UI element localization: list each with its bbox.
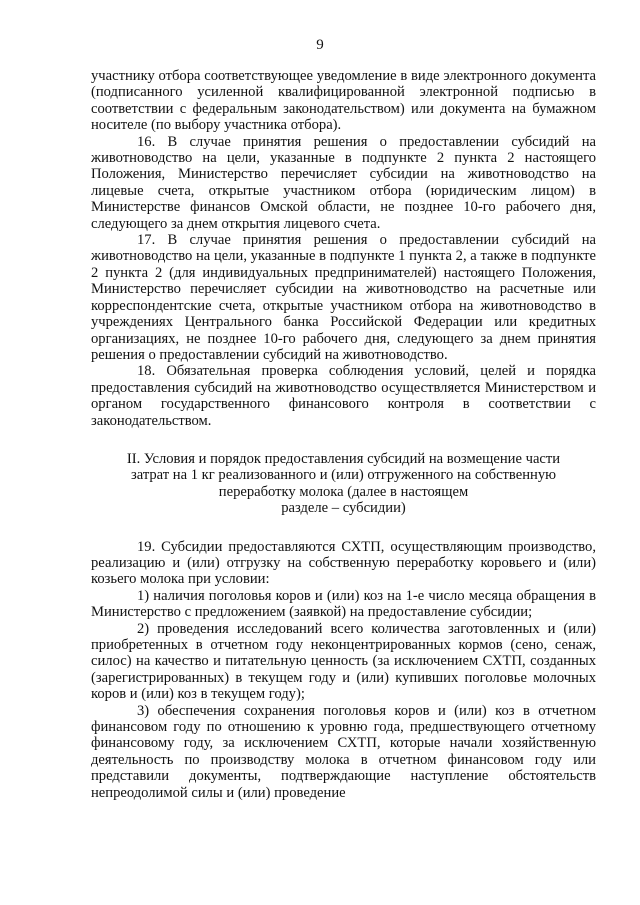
list-item: 1) наличия поголовья коров и (или) коз на 1-е число месяца обращения в Министерство с предложением (заявкой) на предоставление субсидии; — [91, 587, 596, 621]
list-item: 3) обеспечения сохранения поголовья коров и (или) коз в отчетном финансовом году по отношению к уровню года, предшествующего отчетному финансовому году, за исключением СХТП, которые начали хозяйственную деятельность по производству молока в отчетном финансовом году или представили документы, подтверждающие наступление обстоятельств непреодолимой силы и (или) проведение — [91, 702, 596, 801]
paragraph-19: 19. Субсидии предоставляются СХТП, осуществляющим производство, реализацию и (или) отгрузку на собственную переработку коровьего и (или) козьего молока при условии: — [91, 538, 596, 588]
document-body — [91, 68, 596, 801]
paragraph-16: 16. В случае принятия решения о предоставлении субсидий на животноводство на цели, указанные в подпункте 2 пункта 2 настоящего Положения, Министерство перечисляет субсидии на животноводство на лицевые счета, открытые участником отбора (юридическим лицом) в Министерстве финансов Омской области, не позднее 10-го рабочего дня, следующего за днем открытия лицевого счета. — [91, 133, 596, 232]
section-heading-line: затрат на 1 кг реализованного и (или) отгруженного на собственную — [130, 467, 557, 484]
page-number: 9 — [316, 37, 324, 53]
section-heading-line: II. Условия и порядок предоставления субсидий на возмещение части — [126, 450, 561, 467]
paragraph: участнику отбора соответствующее уведомление в виде электронного документа (подписанного усиленной квалифицированной электронной подписью в соответствии с федеральным законодательством) или документа на бумажном носителе (по выбору участника отбора). — [91, 68, 596, 134]
paragraph-18: 18. Обязательная проверка соблюдения условий, целей и порядка предоставления субсидий на животноводство осуществляется Министерством и органом государственного финансового контроля в соответствии с законодательством. — [91, 363, 596, 429]
section-heading-line: разделе – субсидии) — [281, 500, 406, 517]
section-heading — [91, 451, 596, 517]
list-item: 2) проведения исследований всего количества заготовленных и (или) приобретенных в отчетном году неконцентрированных кормов (сено, сенаж, силос) на качество и питательную ценность (за исключением СХТП, созданных (зарегистрированных) в текущем году и (или) купивших поголовье молочных коров и (или) коз в текущем году); — [91, 620, 596, 703]
section-heading-line: переработку молока (далее в настоящем — [218, 483, 469, 500]
paragraph-17: 17. В случае принятия решения о предоставлении субсидий на животноводство на цели, указанные в подпункте 1 пункта 2, а также в подпункте 2 пункта 2 (для индивидуальных предпринимателей) настоящего Положения, Министерство перечисляет субсидии на животноводство на расчетные или корреспондентские счета, открытые участником отбора на животноводство в учреждениях Центрального банка Российской Федерации или кредитных организациях, не позднее 10-го рабочего дня, следующего за днем принятия решения о предоставлении субсидий на животноводство. — [91, 232, 596, 363]
